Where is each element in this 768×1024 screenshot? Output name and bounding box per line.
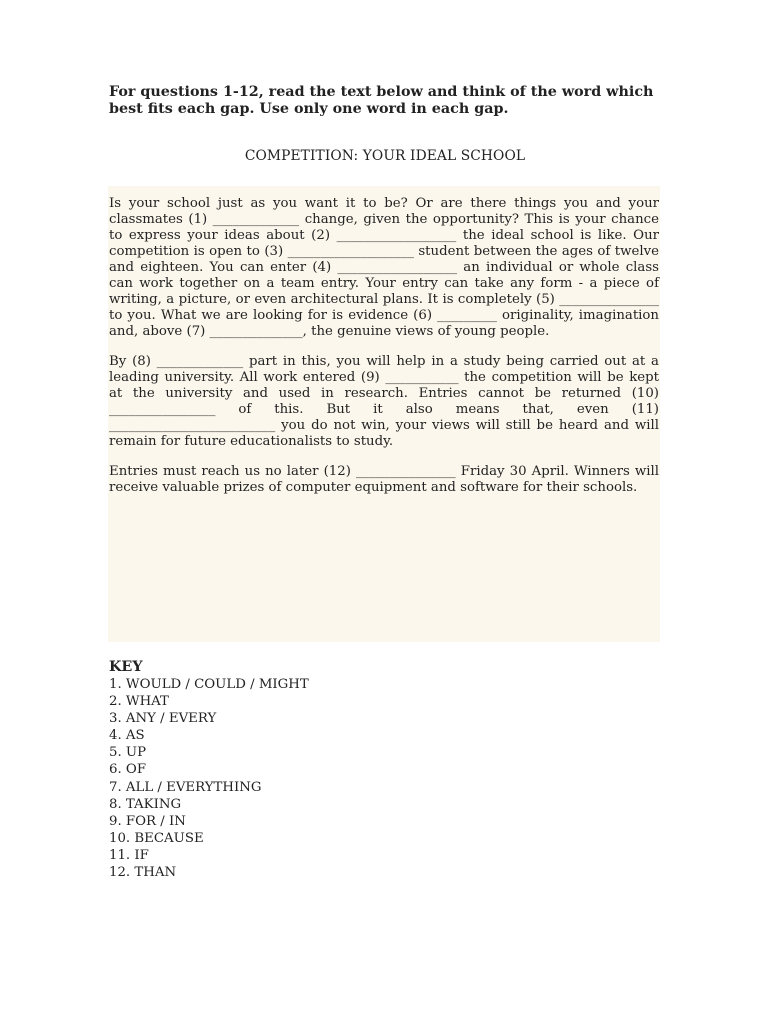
- answer-key-item: 11. IF: [109, 847, 149, 863]
- answer-key-list: [109, 676, 309, 881]
- answer-key-item: 1. WOULD / COULD / MIGHT: [109, 677, 309, 692]
- exercise-title: COMPETITION: YOUR IDEAL SCHOOL: [244, 148, 526, 164]
- passage-paragraph-2: By (8) _____________ part in this, you will help in a study being carried out at a leading university. All work entered (9) ___________ the competition will be kept at the university and used in research. Entries cannot be returned (10) ________________ of this. But it also means that, even (11) _________________________ you do not win, your views will still be heard and will remain for future educationalists to study.: [109, 354, 659, 449]
- passage-paragraph-3: Entries must reach us no later (12) _______________ Friday 30 April. Winners will receive valuable prizes of computer equipment and software for their schools.: [109, 464, 659, 495]
- instructions: For questions 1-12, read the text below and think of the word which best fits each gap. Use only one word in each gap.: [109, 84, 654, 117]
- answer-key-item: 10. BECAUSE: [109, 830, 204, 846]
- answer-key-item: 6. OF: [109, 762, 147, 778]
- answer-key-title: KEY: [109, 659, 143, 675]
- answer-key-item: 12. THAN: [109, 865, 177, 881]
- answer-key-item: 5. UP: [109, 745, 147, 761]
- answer-key: [109, 659, 309, 881]
- answer-key-item: 9. FOR / IN: [109, 813, 186, 829]
- answer-key-item: 3. ANY / EVERY: [109, 711, 217, 727]
- text-passage-box: [108, 186, 660, 642]
- answer-key-item: 4. AS: [109, 728, 145, 744]
- answer-key-item: 2. WHAT: [109, 694, 169, 710]
- answer-key-item: 7. ALL / EVERYTHING: [109, 779, 262, 795]
- answer-key-item: 8. TAKING: [109, 796, 182, 812]
- passage-paragraph-1: Is your school just as you want it to be? Or are there things you and your classmates (1) _____________ change, given the opportunity? This is your chance to express your ideas about (2) __________________ the ideal school is like. Our competition is open to (3) ___________________ student between the ages of twelve and eighteen. You can enter (4) __________________ an individual or whole class can work together on a team entry. Your entry can take any form - a piece of writing, a picture, or even architectural plans. It is completely (5) _______________ to you. What we are looking for is evidence (6) _________ originality, imagination and, above (7) ______________, the genuine views of young people.: [109, 196, 659, 339]
